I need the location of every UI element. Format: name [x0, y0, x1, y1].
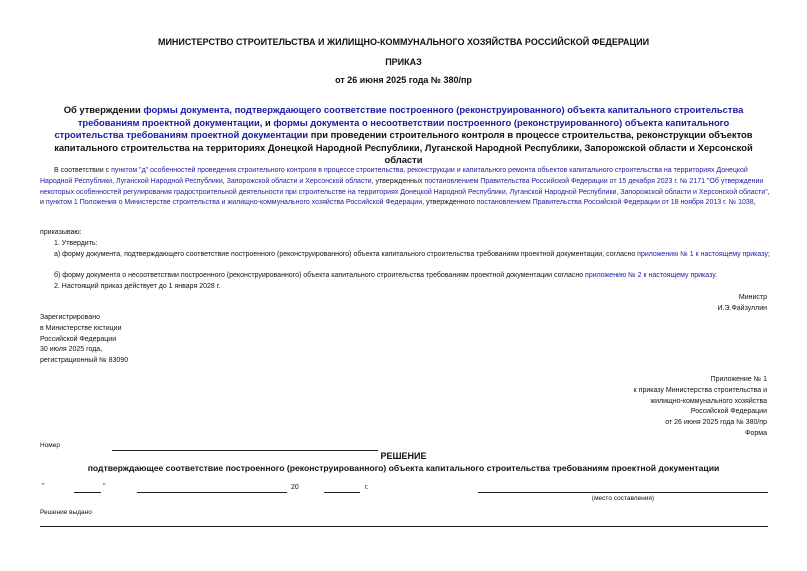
appendix-line-6: Форма: [745, 429, 767, 437]
form-title: РЕШЕНИЕ: [380, 451, 427, 461]
title-text-1: Об утверждении: [63, 104, 144, 115]
registration-line-1: Зарегистрировано: [40, 314, 100, 321]
month-field-line[interactable]: [137, 492, 287, 493]
year-field-line[interactable]: [324, 492, 360, 493]
appendix-line-3: жилищно-коммунального хозяйства: [650, 397, 767, 405]
item-1a-end: ;: [767, 251, 770, 258]
appendix-line-2: к приказу Министерства строительства и: [633, 386, 767, 394]
registration-line-5: регистрационный № 83090: [40, 357, 129, 365]
appendix-line-5: от 26 июня 2025 года № 380/пр: [665, 419, 767, 427]
title-link-form-1[interactable]: формы документа, подтверждающего соответствие построенного (реконструированного) объекта капитального строительства требованиям проектной документации: [77, 104, 744, 128]
registration-block: [40, 313, 128, 367]
item-1-approve: 1. Утвердить:: [54, 240, 98, 247]
preamble-text-a: В соответствии с: [54, 167, 112, 174]
quote-open: ": [42, 483, 45, 490]
preamble-text-e: ,: [753, 199, 756, 207]
appendix-line-1: Приложение № 1: [710, 376, 767, 383]
preamble-text-d: , утвержденного: [422, 199, 477, 207]
signature-name: И.Э.Файзуллин: [717, 305, 767, 312]
item-1b-text: б) форму документа о несоответствии построенного (реконструированного) объекта капитального строительства требованиям проектной документации согласно: [54, 272, 586, 279]
preamble-text-b: , утвержденных: [371, 177, 425, 185]
item-1a: [40, 250, 770, 261]
item-1b-end: .: [715, 272, 717, 279]
title-text-3: при проведении строительного контроля в процессе строительства, реконструкции объектов капитального строительства на территориях Донецкой Народной Республики, Луганской Народной Республики, Запорожской области и Херсонской области: [54, 129, 753, 165]
place-field-line[interactable]: [478, 492, 768, 493]
form-subtitle: подтверждающее соответствие построенного (реконструированного) объекта капитального строительства требованиям проектной документации: [87, 463, 720, 473]
item-1b: [40, 271, 770, 282]
link-appendix-1[interactable]: приложению № 1 к настоящему приказу: [637, 251, 768, 258]
ministry-heading: МИНИСТЕРСТВО СТРОИТЕЛЬСТВА И ЖИЛИЩНО-КОММУНАЛЬНОГО ХОЗЯЙСТВА РОССИЙСКОЙ ФЕДЕРАЦИИ: [157, 37, 650, 47]
issued-label: Решение выдано: [40, 509, 92, 516]
registration-line-3: Российской Федерации: [40, 335, 117, 343]
registration-line-2: в Министерстве юстиции: [40, 324, 122, 332]
day-field-line[interactable]: [74, 492, 101, 493]
year-prefix: 20: [291, 484, 299, 491]
title-link-form-2[interactable]: формы документа о несоответствии построенного (реконструированного) объекта капитального строительства требованиям проектной документации: [54, 116, 730, 140]
appendix-block: [634, 375, 767, 440]
preamble-paragraph: [40, 166, 770, 209]
signature-role: Министр: [738, 294, 767, 301]
quote-close: ": [103, 483, 106, 490]
title-text-2: , и: [259, 116, 274, 128]
issued-field-line[interactable]: [40, 526, 768, 527]
link-construction-control-features[interactable]: пунктом "д" особенностей проведения строительного контроля в процессе строительства, реконструкции и капитального ремонта объектов капитального строительства на территориях Донецкой Народной Республики, Луганской Народной Республики, Запорожской области и Херсонской области: [40, 167, 748, 185]
link-government-decree-1038[interactable]: постановлением Правительства Российской Федерации от 18 ноября 2013 г. № 1038: [476, 199, 754, 207]
item-2-validity: 2. Настоящий приказ действует до 1 января 2028 г.: [54, 283, 221, 290]
order-title: [48, 104, 759, 167]
appendix-line-4: Российской Федерации: [690, 408, 767, 416]
preamble-text-c: , и: [40, 188, 770, 207]
doc-type: ПРИКАЗ: [385, 57, 422, 67]
registration-line-4: 30 июля 2025 года,: [40, 346, 103, 354]
link-ministry-regulation[interactable]: пунктом 1 Положения о Министерстве строительства и жилищно-коммунального хозяйства Российской Федерации: [45, 199, 423, 207]
link-appendix-2[interactable]: приложению № 2 к настоящему приказу: [585, 272, 715, 279]
item-1a-text: а) форму документа, подтверждающего соответствие построенного (реконструированного) объекта капитального строительства требованиям проектной документации, согласно: [54, 251, 638, 258]
order-date-number: от 26 июня 2025 года № 380/пр: [335, 75, 472, 85]
link-government-decree-2171[interactable]: постановлением Правительства Российской Федерации от 15 декабря 2023 г. № 2171 "Об утверждении некоторых особенностей регулирования градостроительной деятельности при строительстве на территориях Донецкой Народной Республики, Луганской Народной Республики, Запорожской области и Херсонской области": [40, 177, 768, 196]
year-suffix: г.: [365, 484, 369, 491]
order-word: приказываю:: [40, 229, 82, 236]
number-label: Номер: [40, 442, 61, 449]
place-caption: (место составления): [591, 495, 655, 502]
